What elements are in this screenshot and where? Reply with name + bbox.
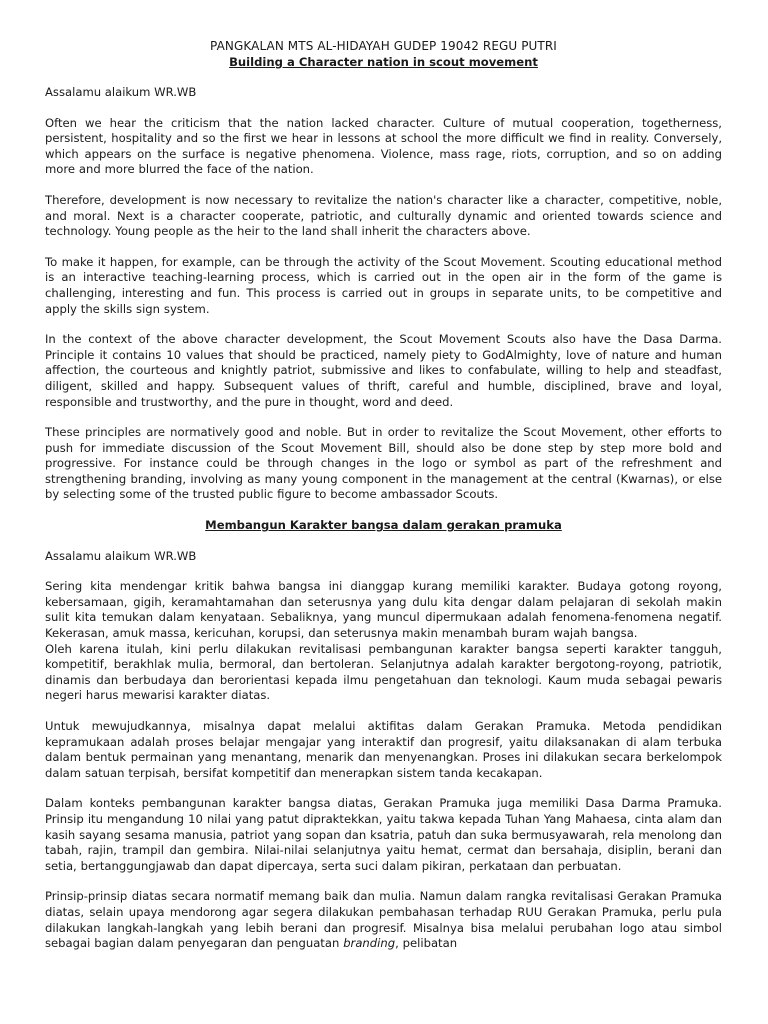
italic-term-branding: branding — [343, 936, 396, 951]
paragraph-english-2: Therefore, development is now necessary to revitalize the nation's character like a character, competitive, noble, and moral. Next is a character cooperate, patriotic, and culturally dynamic and oriented towards science and technology. Young people as the heir to the land shall inherit the characters above. — [45, 192, 722, 239]
paragraph-text-continued: , pelibatan — [395, 936, 458, 951]
paragraph-indonesian-2: Oleh karena itulah, kini perlu dilakukan revitalisasi pembangunan karakter bangsa seperti karakter tangguh, kompetitif, berakhlak mulia, bermoral, dan bertoleran. Selanjutnya adalah karakter bergotong-royong, patriotik, dinamis dan berbudaya dan berorientasi kepada ilmu pengetahuan dan teknologi. Kaum muda sebagai pewaris negeri harus mewarisi karakter diatas. — [45, 641, 722, 703]
paragraph-indonesian-1: Sering kita mendengar kritik bahwa bangsa ini dianggap kurang memiliki karakter. Budaya gotong royong, kebersamaan, gigih, keramahtamahan dan seterusnya yang dulu kita dengar dalam pelajaran di sekolah makin sulit kita temukan dalam kenyataan. Sebaliknya, yang muncul dipermukaan adalah fenomena-fenomena negatif. Kekerasan, amuk massa, kericuhan, korupsi, dan seterusnya makin menambah buram wajah bangsa. — [45, 579, 722, 641]
paragraph-text: Prinsip-prinsip diatas secara normatif memang baik dan mulia. Namun dalam rangka revitalisasi Gerakan Pramuka diatas, selain upaya mendorong agar segera dilakukan pembahasan terhadap RUU Gerakan Pramuka, perlu pula dilakukan langkah-langkah yang lebih berani dan progresif. Misalnya bisa melalui perubahan logo atau simbol sebagai bagian dalam penyegaran dan penguatan — [45, 889, 722, 951]
paragraph-english-4: In the context of the above character development, the Scout Movement Scouts also have the Dasa Darma. Principle it contains 10 values that should be practiced, namely piety to GodAlmighty, love of nature and human affection, the courteous and knightly patriot, submissive and likes to confabulate, willing to help and steadfast, diligent, skilled and happy. Subsequent values of thrift, careful and humble, disciplined, brave and loyal, responsible and trustworthy, and the pure in thought, word and deed. — [45, 332, 722, 409]
document-page — [45, 38, 722, 967]
greeting-english: Assalamu alaikum WR.WB — [45, 85, 197, 99]
paragraph-english-3: To make it happen, for example, can be through the activity of the Scout Movement. Scouting educational method is an interactive teaching-learning process, which is carried out in the open air in the form of the game is challenging, interesting and fun. This process is carried out in groups in separate units, to be competitive and apply the skills sign system. — [45, 254, 722, 316]
paragraph-indonesian-5 — [45, 889, 722, 951]
organization-header: PANGKALAN MTS AL-HIDAYAH GUDEP 19042 REGU PUTRI — [210, 39, 557, 53]
document-title-english: Building a Character nation in scout movement — [229, 55, 538, 69]
paragraph-english-1: Often we hear the criticism that the nation lacked character. Culture of mutual cooperation, togetherness, persistent, hospitality and so the first we hear in lessons at school the more difficult we find in reality. Conversely, which appears on the surface is negative phenomena. Violence, mass rage, riots, corruption, and so on adding more and more blurred the face of the nation. — [45, 115, 722, 177]
paragraph-indonesian-4: Dalam konteks pembangunan karakter bangsa diatas, Gerakan Pramuka juga memiliki Dasa Darma Pramuka. Prinsip itu mengandung 10 nilai yang patut dipraktekkan, yaitu takwa kepada Tuhan Yang Mahaesa, cinta alam dan kasih sayang sesama manusia, patriot yang sopan dan ksatria, patuh dan suka bermusyawarah, rela menolong dan tabah, rajin, trampil dan gembira. Nilai-nilai selanjutnya yaitu hemat, cermat dan bersahaja, disiplin, berani dan setia, bertanggungjawab dan dapat dipercaya, serta suci dalam pikiran, perkataan dan perbuatan. — [45, 796, 722, 873]
paragraph-english-5: These principles are normatively good and noble. But in order to revitalize the Scout Movement, other efforts to push for immediate discussion of the Scout Movement Bill, should also be done step by step more bold and progressive. For instance could be through changes in the logo or symbol as part of the refreshment and strengthening branding, involving as many young component in the management at the central (Kwarnas), or else by selecting some of the trusted public figure to become ambassador Scouts. — [45, 425, 722, 502]
section-title-indonesian: Membangun Karakter bangsa dalam gerakan pramuka — [205, 518, 562, 533]
greeting-indonesian: Assalamu alaikum WR.WB — [45, 548, 197, 563]
paragraph-indonesian-3: Untuk mewujudkannya, misalnya dapat melalui aktifitas dalam Gerakan Pramuka. Metoda pendidikan kepramukaan adalah proses belajar mengajar yang interaktif dan progresif, yaitu dilaksanakan di alam terbuka dalam bentuk permainan yang menantang, menarik dan menyenangkan. Proses ini dilakukan secara berkelompok dalam satuan terpisah, bersifat kompetitif dan menerapkan sistem tanda kecakapan. — [45, 719, 722, 780]
